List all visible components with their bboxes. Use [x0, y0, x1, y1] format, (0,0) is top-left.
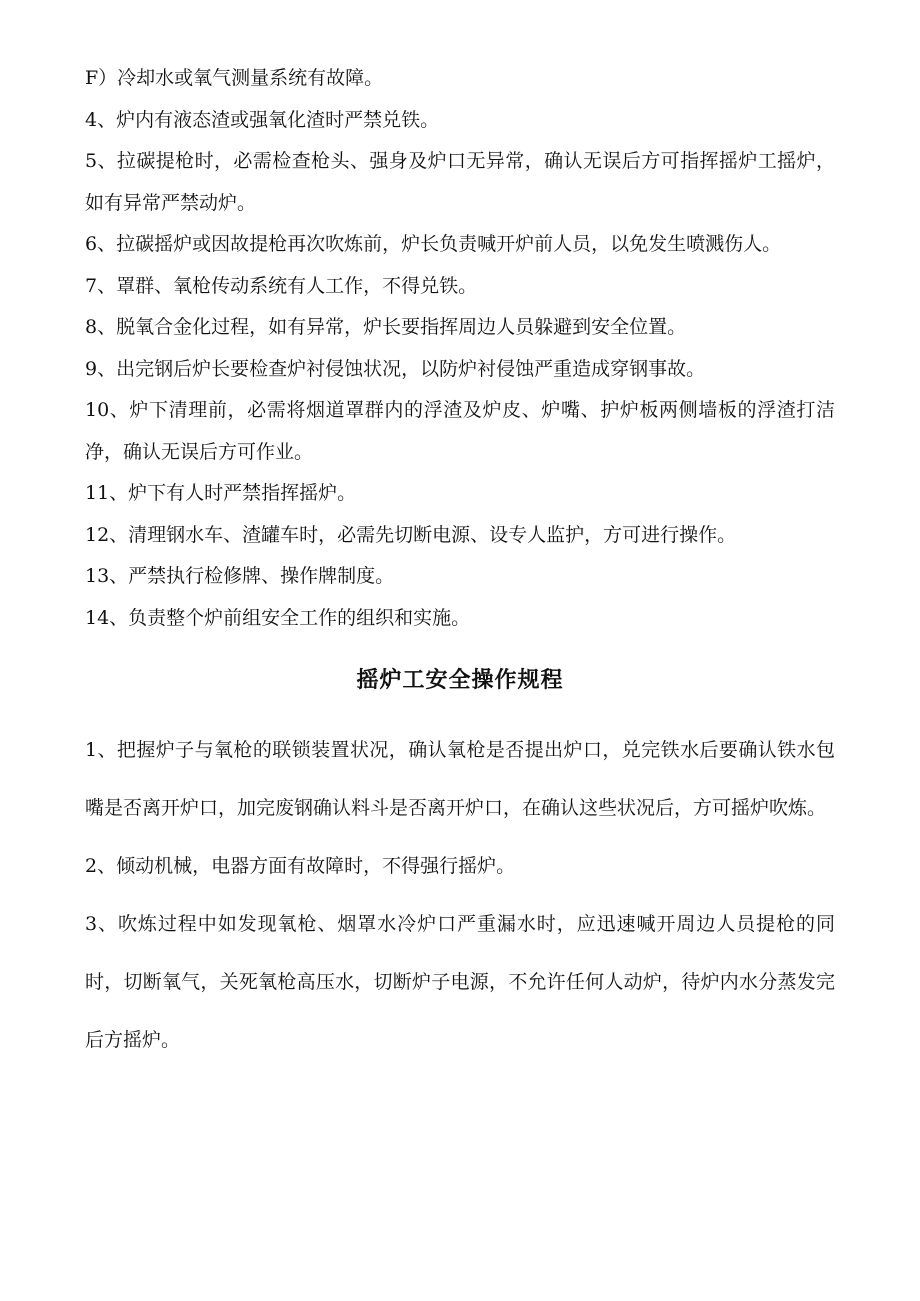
- rule-item: 4、炉内有液态渣或强氧化渣时严禁兑铁。: [85, 108, 440, 131]
- section-operator-rules: [85, 58, 835, 639]
- rule-item: 8、脱氧合金化过程，如有异常，炉长要指挥周边人员躲避到安全位置。: [85, 316, 687, 338]
- rule-item: 6、拉碳摇炉或因故提枪再次吹炼前，炉长负责喊开炉前人员，以免发生喷溅伤人。: [85, 233, 782, 255]
- rule-item: 10、炉下清理前，必需将烟道罩群内的浮渣及炉皮、炉嘴、护炉板两侧墙板的浮渣打洁净，确认无误后方可作业。: [85, 399, 835, 463]
- rule-item: 9、出完钢后炉长要检查炉衬侵蚀状况，以防炉衬侵蚀严重造成穿钢事故。: [85, 357, 706, 380]
- rule-item: 5、拉碳提枪时，必需检查枪头、强身及炉口无异常，确认无误后方可指挥摇炉工摇炉，如有异常严禁动炉。: [85, 150, 835, 214]
- rule-item: 1、把握炉子与氧枪的联锁装置状况，确认氧枪是否提出炉口，兑完铁水后要确认铁水包嘴是否离开炉口，加完废钢确认料斗是否离开炉口，在确认这些状况后，方可摇炉吹炼。: [85, 739, 835, 819]
- rule-item: 7、罩群、氧枪传动系统有人工作，不得兑铁。: [85, 274, 478, 297]
- rule-item: 11、炉下有人时严禁指挥摇炉。: [85, 482, 357, 504]
- rule-item: 13、严禁执行检修牌、操作牌制度。: [85, 565, 395, 587]
- section-furnace-rules: [85, 721, 835, 1069]
- section-heading: 摇炉工安全操作规程: [356, 668, 564, 693]
- rule-item: 2、倾动机械，电器方面有故障时，不得强行摇炉。: [85, 855, 516, 877]
- rule-item: 12、清理钢水车、渣罐车时，必需先切断电源、设专人监护，方可进行操作。: [85, 523, 737, 546]
- rule-item: 14、负责整个炉前组安全工作的组织和实施。: [85, 606, 471, 629]
- document-page: [85, 58, 835, 1069]
- rule-item: 3、吹炼过程中如发现氧枪、烟罩水冷炉口严重漏水时，应迅速喊开周边人员提枪的同时，切断氧气，关死氧枪高压水，切断炉子电源，不允许任何人动炉，待炉内水分蒸发完后方摇炉。: [85, 913, 835, 1051]
- rule-item: F）冷却水或氧气测量系统有故障。: [85, 67, 384, 89]
